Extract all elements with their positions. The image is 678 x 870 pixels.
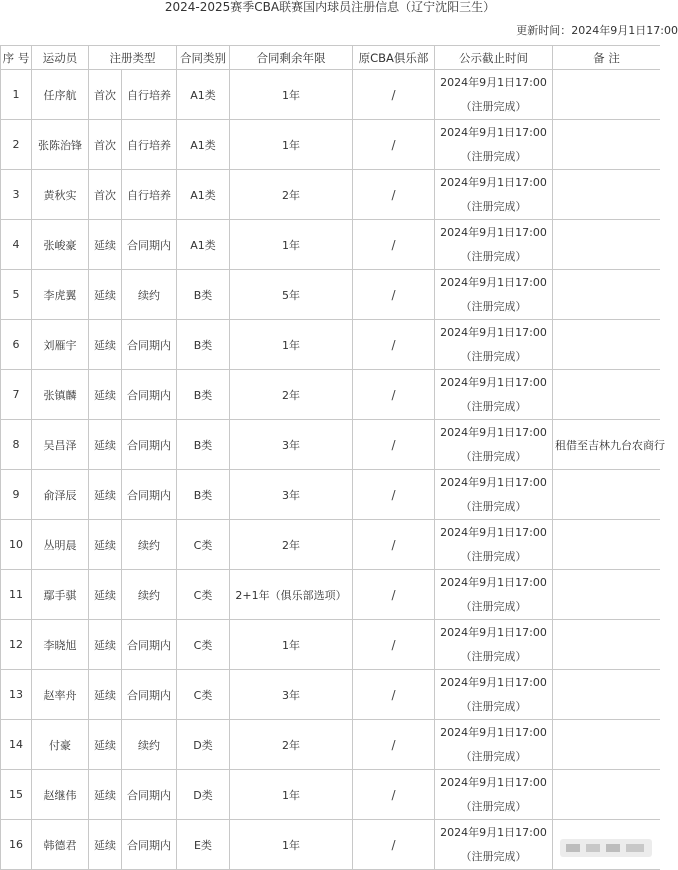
cell-notes — [553, 620, 660, 670]
registration-status: （注册完成） — [460, 599, 527, 613]
cell-player: 鄢手骐 — [32, 570, 89, 620]
cell-player: 丛明晨 — [32, 520, 89, 570]
registration-status: （注册完成） — [460, 449, 527, 463]
cell-contract-class: B类 — [177, 270, 230, 320]
cell-notes — [553, 720, 660, 770]
cell-reg-type: 首次 — [89, 70, 122, 120]
cell-seq: 1 — [0, 70, 32, 120]
cell-contract-class: A1类 — [177, 170, 230, 220]
cell-years-left: 1年 — [230, 620, 353, 670]
cell-reg-type: 延续 — [89, 620, 122, 670]
cell-former-club: / — [353, 570, 435, 620]
cell-player: 赵率舟 — [32, 670, 89, 720]
cell-contract-class: B类 — [177, 370, 230, 420]
cell-player: 李虎翼 — [32, 270, 89, 320]
cell-notes: 租借至吉林九台农商行 — [553, 420, 660, 470]
cell-years-left: 2年 — [230, 370, 353, 420]
cell-contract-class: C类 — [177, 620, 230, 670]
cell-notes — [553, 70, 660, 120]
header-notes: 备 注 — [553, 45, 660, 70]
cell-years-left: 2年 — [230, 720, 353, 770]
cell-seq: 5 — [0, 270, 32, 320]
watermark-logo — [560, 837, 652, 859]
cell-player: 张镇麟 — [32, 370, 89, 420]
cell-contract-class: A1类 — [177, 220, 230, 270]
cell-contract-class: A1类 — [177, 120, 230, 170]
header-contract-class: 合同类别 — [177, 45, 230, 70]
cell-reg-subtype: 续约 — [122, 270, 177, 320]
cell-notes — [553, 370, 660, 420]
cell-contract-class: A1类 — [177, 70, 230, 120]
cell-former-club: / — [353, 320, 435, 370]
cell-notes — [553, 220, 660, 270]
page-title: 2024-2025赛季CBA联赛国内球员注册信息（辽宁沈阳三生） — [164, 0, 496, 14]
cell-former-club: / — [353, 370, 435, 420]
cell-former-club: / — [353, 620, 435, 670]
cell-reg-type: 首次 — [89, 120, 122, 170]
cell-former-club: / — [353, 470, 435, 520]
cell-seq: 14 — [0, 720, 32, 770]
header-deadline: 公示截止时间 — [435, 45, 553, 70]
cell-player: 韩德君 — [32, 820, 89, 870]
cell-former-club: / — [353, 820, 435, 870]
cell-seq: 4 — [0, 220, 32, 270]
cell-former-club: / — [353, 270, 435, 320]
cell-seq: 10 — [0, 520, 32, 570]
deadline-date: 2024年9月1日17:00 — [440, 225, 547, 239]
cell-player: 俞泽辰 — [32, 470, 89, 520]
cell-player: 张陈治锋 — [32, 120, 89, 170]
cell-reg-subtype: 合同期内 — [122, 370, 177, 420]
cell-player: 张峻豪 — [32, 220, 89, 270]
header-years-left: 合同剩余年限 — [230, 45, 353, 70]
cell-reg-subtype: 合同期内 — [122, 320, 177, 370]
cell-former-club: / — [353, 770, 435, 820]
cell-notes — [553, 770, 660, 820]
registration-status: （注册完成） — [460, 799, 527, 813]
cell-notes — [553, 470, 660, 520]
registration-status: （注册完成） — [460, 349, 527, 363]
deadline-date: 2024年9月1日17:00 — [440, 525, 547, 539]
cell-player: 吴昌泽 — [32, 420, 89, 470]
registration-status: （注册完成） — [460, 549, 527, 563]
cell-notes — [553, 670, 660, 720]
cell-deadline — [435, 520, 553, 570]
deadline-date: 2024年9月1日17:00 — [440, 325, 547, 339]
cell-reg-type: 延续 — [89, 770, 122, 820]
cell-deadline — [435, 170, 553, 220]
cell-reg-type: 延续 — [89, 820, 122, 870]
cell-reg-subtype: 自行培养 — [122, 70, 177, 120]
cell-reg-subtype: 自行培养 — [122, 120, 177, 170]
cell-deadline — [435, 420, 553, 470]
cell-years-left: 3年 — [230, 420, 353, 470]
cell-reg-subtype: 自行培养 — [122, 170, 177, 220]
cell-years-left: 2年 — [230, 170, 353, 220]
cell-notes — [553, 320, 660, 370]
deadline-date: 2024年9月1日17:00 — [440, 625, 547, 639]
cell-deadline — [435, 770, 553, 820]
cell-years-left: 1年 — [230, 770, 353, 820]
registration-status: （注册完成） — [460, 99, 527, 113]
cell-reg-type: 首次 — [89, 170, 122, 220]
deadline-date: 2024年9月1日17:00 — [440, 475, 547, 489]
deadline-date: 2024年9月1日17:00 — [440, 375, 547, 389]
cell-reg-subtype: 合同期内 — [122, 820, 177, 870]
cell-seq: 6 — [0, 320, 32, 370]
cell-reg-type: 延续 — [89, 470, 122, 520]
cell-notes — [553, 570, 660, 620]
cell-reg-subtype: 续约 — [122, 520, 177, 570]
cell-years-left: 3年 — [230, 470, 353, 520]
deadline-date: 2024年9月1日17:00 — [440, 575, 547, 589]
cell-reg-subtype: 合同期内 — [122, 220, 177, 270]
cell-contract-class: E类 — [177, 820, 230, 870]
registration-status: （注册完成） — [460, 199, 527, 213]
cell-reg-type: 延续 — [89, 320, 122, 370]
cell-years-left: 3年 — [230, 670, 353, 720]
registration-status: （注册完成） — [460, 699, 527, 713]
cell-reg-subtype: 续约 — [122, 570, 177, 620]
cell-years-left: 1年 — [230, 120, 353, 170]
cell-player: 赵继伟 — [32, 770, 89, 820]
cell-deadline — [435, 70, 553, 120]
cell-contract-class: B类 — [177, 420, 230, 470]
cell-seq: 15 — [0, 770, 32, 820]
cell-seq: 8 — [0, 420, 32, 470]
cell-reg-type: 延续 — [89, 520, 122, 570]
cell-deadline — [435, 120, 553, 170]
registration-status: （注册完成） — [460, 849, 527, 863]
deadline-date: 2024年9月1日17:00 — [440, 125, 547, 139]
cell-contract-class: C类 — [177, 520, 230, 570]
cell-notes — [553, 270, 660, 320]
cell-former-club: / — [353, 70, 435, 120]
cell-former-club: / — [353, 720, 435, 770]
cell-deadline — [435, 320, 553, 370]
update-time-text: 更新时间：2024年9月1日17:00 — [516, 24, 678, 37]
cell-reg-type: 延续 — [89, 370, 122, 420]
cell-reg-subtype: 合同期内 — [122, 470, 177, 520]
cell-former-club: / — [353, 220, 435, 270]
cell-deadline — [435, 720, 553, 770]
cell-contract-class: D类 — [177, 770, 230, 820]
cell-seq: 9 — [0, 470, 32, 520]
registration-status: （注册完成） — [460, 299, 527, 313]
cell-notes — [553, 520, 660, 570]
deadline-date: 2024年9月1日17:00 — [440, 275, 547, 289]
cell-player: 任序航 — [32, 70, 89, 120]
cell-deadline — [435, 270, 553, 320]
cell-deadline — [435, 570, 553, 620]
cell-seq: 7 — [0, 370, 32, 420]
cell-reg-type: 延续 — [89, 720, 122, 770]
cell-player: 付豪 — [32, 720, 89, 770]
registration-status: （注册完成） — [460, 399, 527, 413]
cell-years-left: 2年 — [230, 520, 353, 570]
deadline-date: 2024年9月1日17:00 — [440, 725, 547, 739]
cell-seq: 13 — [0, 670, 32, 720]
header-seq: 序 号 — [0, 45, 32, 70]
cell-reg-type: 延续 — [89, 270, 122, 320]
deadline-date: 2024年9月1日17:00 — [440, 675, 547, 689]
cell-contract-class: B类 — [177, 470, 230, 520]
cell-former-club: / — [353, 170, 435, 220]
cell-seq: 11 — [0, 570, 32, 620]
cell-player: 刘雁宇 — [32, 320, 89, 370]
cell-contract-class: D类 — [177, 720, 230, 770]
deadline-date: 2024年9月1日17:00 — [440, 75, 547, 89]
cell-seq: 2 — [0, 120, 32, 170]
cell-deadline — [435, 620, 553, 670]
cell-reg-type: 延续 — [89, 570, 122, 620]
cell-deadline — [435, 370, 553, 420]
cell-player: 黄秋实 — [32, 170, 89, 220]
deadline-date: 2024年9月1日17:00 — [440, 825, 547, 839]
cell-deadline — [435, 820, 553, 870]
cell-reg-subtype: 续约 — [122, 720, 177, 770]
cell-contract-class: C类 — [177, 570, 230, 620]
deadline-date: 2024年9月1日17:00 — [440, 425, 547, 439]
cell-notes — [553, 120, 660, 170]
registration-status: （注册完成） — [460, 249, 527, 263]
cell-former-club: / — [353, 120, 435, 170]
cell-reg-subtype: 合同期内 — [122, 670, 177, 720]
cell-former-club: / — [353, 520, 435, 570]
cell-former-club: / — [353, 670, 435, 720]
header-reg-type: 注册类型 — [89, 45, 177, 70]
cell-reg-type: 延续 — [89, 420, 122, 470]
cell-seq: 12 — [0, 620, 32, 670]
cell-years-left: 5年 — [230, 270, 353, 320]
deadline-date: 2024年9月1日17:00 — [440, 775, 547, 789]
cell-reg-type: 延续 — [89, 220, 122, 270]
cell-player: 李晓旭 — [32, 620, 89, 670]
cell-years-left: 1年 — [230, 320, 353, 370]
cell-seq: 16 — [0, 820, 32, 870]
cell-deadline — [435, 470, 553, 520]
cell-contract-class: B类 — [177, 320, 230, 370]
cell-years-left: 1年 — [230, 70, 353, 120]
update-time — [0, 22, 678, 40]
registration-status: （注册完成） — [460, 649, 527, 663]
cell-former-club: / — [353, 420, 435, 470]
cell-notes — [553, 170, 660, 220]
registration-status: （注册完成） — [460, 499, 527, 513]
cell-deadline — [435, 670, 553, 720]
cell-reg-type: 延续 — [89, 670, 122, 720]
deadline-date: 2024年9月1日17:00 — [440, 175, 547, 189]
header-former-club: 原CBA俱乐部 — [353, 45, 435, 70]
cell-deadline — [435, 220, 553, 270]
cell-years-left: 1年 — [230, 820, 353, 870]
cell-contract-class: C类 — [177, 670, 230, 720]
registration-status: （注册完成） — [460, 749, 527, 763]
cell-reg-subtype: 合同期内 — [122, 420, 177, 470]
cell-years-left: 2+1年（俱乐部选项） — [230, 570, 353, 620]
header-player: 运动员 — [32, 45, 89, 70]
cell-reg-subtype: 合同期内 — [122, 770, 177, 820]
cell-seq: 3 — [0, 170, 32, 220]
cell-reg-subtype: 合同期内 — [122, 620, 177, 670]
registration-status: （注册完成） — [460, 149, 527, 163]
cell-years-left: 1年 — [230, 220, 353, 270]
